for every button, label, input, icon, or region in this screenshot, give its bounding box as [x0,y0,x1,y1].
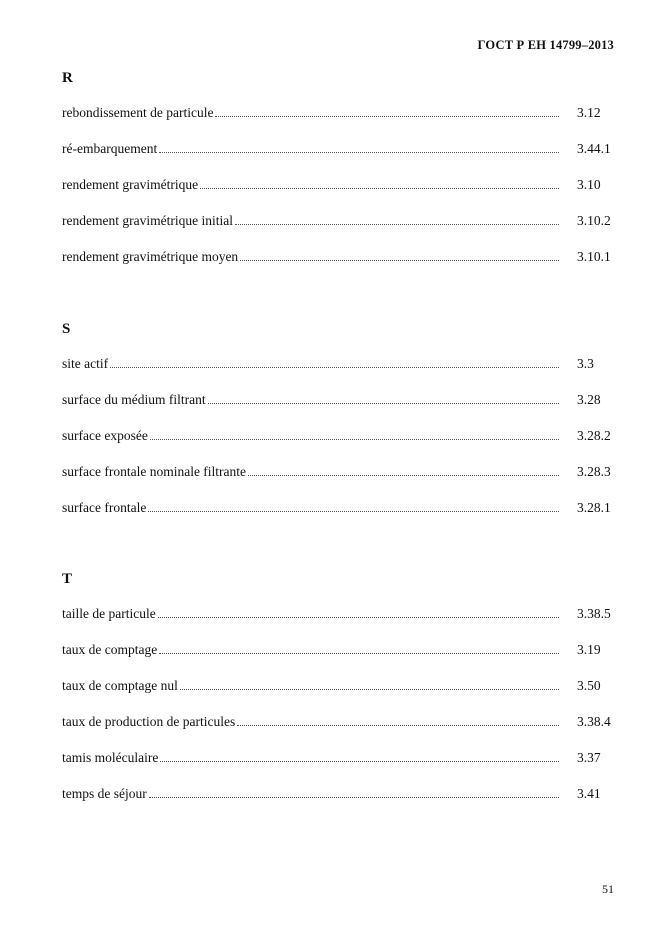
entry-reference: 3.28 [577,392,601,407]
entry-reference: 3.10 [577,177,601,192]
index-entry [62,140,617,176]
entry-term: taux de comptage nul [62,678,178,693]
section-letter: S [62,321,71,337]
entry-term: rebondissement de particule [62,105,214,120]
dot-leader [149,796,559,798]
index-entry [62,749,617,785]
section-letter: R [62,70,73,86]
index-entry [62,463,617,499]
dot-leader [148,510,559,512]
index-entry [62,785,617,821]
index-entry [62,355,617,391]
entry-reference: 3.3 [577,356,594,371]
dot-leader [240,259,559,261]
page-number: 51 [602,882,614,896]
entry-reference: 3.44.1 [577,141,611,156]
index-entry [62,212,617,248]
entry-term: rendement gravimétrique moyen [62,249,239,264]
entry-reference: 3.28.3 [577,464,611,479]
dot-leader [159,151,559,153]
entry-term: surface frontale [62,500,147,515]
index-section-t [62,569,617,821]
index-section-s [62,319,617,535]
index-entry [62,641,617,677]
index-entry [62,104,617,140]
dot-leader [248,474,559,476]
document-standard-code: ГОСТ Р ЕН 14799–2013 [477,38,614,52]
dot-leader [160,760,559,762]
index-entry [62,427,617,463]
entry-reference: 3.28.2 [577,428,611,443]
index-entry [62,605,617,641]
dot-leader [110,366,559,368]
dot-leader [150,438,559,440]
entry-term: tamis moléculaire [62,750,159,765]
entry-reference: 3.41 [577,786,601,801]
dot-leader [215,115,559,117]
entry-reference: 3.37 [577,750,601,765]
entry-term: ré-embarquement [62,141,158,156]
index-entry [62,248,617,284]
entry-reference: 3.10.2 [577,213,611,228]
dot-leader [158,616,559,618]
entry-reference: 3.12 [577,105,601,120]
entry-term: taux de comptage [62,642,158,657]
index-entry [62,713,617,749]
index-entry [62,499,617,535]
entry-reference: 3.38.4 [577,714,611,729]
index-entry [62,677,617,713]
entry-reference: 3.19 [577,642,601,657]
section-letter: T [62,571,73,587]
entry-term: surface du médium filtrant [62,392,206,407]
entry-term: surface exposée [62,428,148,443]
dot-leader [208,402,559,404]
dot-leader [237,724,559,726]
index-entry [62,391,617,427]
index-entry [62,176,617,212]
entry-term: temps de séjour [62,786,147,801]
entry-term: rendement gravimétrique [62,177,199,192]
entry-reference: 3.38.5 [577,606,611,621]
dot-leader [180,688,559,690]
entry-term: taille de particule [62,606,156,621]
entry-term: surface frontale nominale filtrante [62,464,247,479]
entry-term: rendement gravimétrique initial [62,213,233,228]
entry-term: site actif [62,356,109,371]
dot-leader [200,187,559,189]
entry-reference: 3.50 [577,678,601,693]
dot-leader [235,223,559,225]
entry-term: taux de production de particules [62,714,236,729]
entry-reference: 3.28.1 [577,500,611,515]
entry-reference: 3.10.1 [577,249,611,264]
index-section-r [62,68,617,284]
dot-leader [159,652,559,654]
